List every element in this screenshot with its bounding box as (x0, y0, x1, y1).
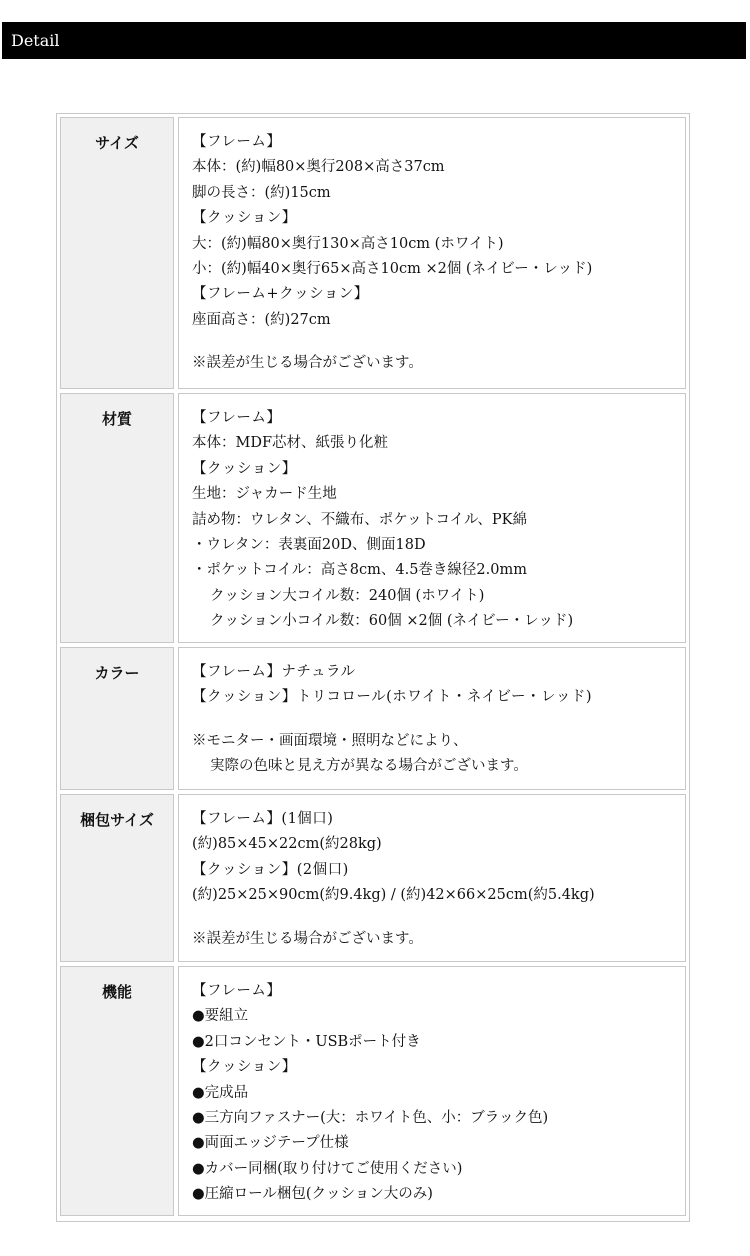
spec-label-color: カラー (60, 647, 174, 790)
spec-content-package-size (178, 794, 686, 962)
spec-line: ●三方向ファスナー(大：ホワイト色、小：ブラック色) (192, 1109, 549, 1126)
spec-line: クッション大コイル数：240個 (ホワイト) (210, 587, 485, 604)
spec-line: 【フレーム】 (192, 410, 282, 426)
spec-line: 座面高さ：(約)27cm (192, 311, 331, 328)
spec-content-features (178, 966, 686, 1216)
spec-line: ●両面エッジテープ仕様 (192, 1135, 349, 1152)
spec-line: 実際の色味と見え方が異なる場合がございます。 (210, 758, 528, 775)
spec-line: ・ポケットコイル：高さ8cm、4.5巻き線径2.0mm (192, 562, 527, 579)
spec-line-spacer (192, 909, 595, 927)
spec-label-features: 機能 (60, 966, 174, 1216)
spec-line: 脚の長さ：(約)15cm (192, 184, 331, 201)
spec-line-spacer (192, 333, 592, 351)
spec-line: ●要組立 (192, 1008, 249, 1025)
spec-line-spacer (192, 711, 592, 729)
spec-line: 大：(約)幅80×奥行130×高さ10cm (ホワイト) (192, 235, 504, 252)
spec-row-material (60, 393, 686, 643)
spec-line: ●完成品 (192, 1084, 249, 1101)
detail-header-title: Detail (11, 31, 60, 50)
spec-line: ・ウレタン：表裏面20D、側面18D (192, 536, 426, 553)
spec-label-size: サイズ (60, 117, 174, 389)
spec-content-color (178, 647, 686, 790)
spec-line: 【フレーム】(1個口) (192, 811, 334, 827)
spec-label-material: 材質 (60, 393, 174, 643)
spec-row-size (60, 117, 686, 389)
spec-line: (約)25×25×90cm(約9.4kg) / (約)42×66×25cm(約5.4kg) (192, 887, 595, 904)
spec-line: ●圧縮ロール梱包(クッション大のみ) (192, 1186, 433, 1203)
spec-row-color (60, 647, 686, 790)
spec-line: 【フレーム】ナチュラル (192, 664, 356, 680)
spec-line: 生地：ジャカード生地 (192, 486, 337, 503)
spec-line: ※誤差が生じる場合がございます。 (192, 355, 423, 372)
spec-line: 【クッション】 (192, 1059, 297, 1076)
spec-line: 【フレーム】 (192, 983, 282, 999)
spec-line: (約)85×45×22cm(約28kg) (192, 836, 382, 853)
spec-line: ※モニター・画面環境・照明などにより、 (192, 732, 468, 749)
spec-content-material (178, 393, 686, 643)
spec-line: 本体：MDF芯材、紙張り化粧 (192, 435, 389, 452)
spec-line: 【クッション】(2個口) (192, 861, 349, 878)
spec-line: クッション小コイル数：60個 ×2個 (ネイビー・レッド) (210, 613, 574, 630)
spec-content-size (178, 117, 686, 389)
spec-table (56, 113, 690, 1222)
spec-row-features (60, 966, 686, 1216)
spec-line: 本体：(約)幅80×奥行208×高さ37cm (192, 159, 445, 176)
spec-row-package-size (60, 794, 686, 962)
spec-line: 【クッション】トリコロール(ホワイト・ネイビー・レッド) (192, 689, 592, 706)
spec-line: ●カバー同梱(取り付けてご使用ください) (192, 1160, 463, 1177)
spec-line: 小：(約)幅40×奥行65×高さ10cm ×2個 (ネイビー・レッド) (192, 260, 593, 277)
spec-line: 【フレーム+クッション】 (192, 286, 369, 303)
spec-line: ※誤差が生じる場合がございます。 (192, 930, 423, 947)
spec-line: 【クッション】 (192, 210, 297, 227)
spec-line: 詰め物：ウレタン、不織布、ポケットコイル、PK綿 (192, 511, 527, 528)
spec-label-package-size: 梱包サイズ (60, 794, 174, 962)
spec-line: 【フレーム】 (192, 134, 282, 150)
detail-header-bar (2, 22, 746, 59)
spec-line: 【クッション】 (192, 460, 297, 477)
spec-line: ●2口コンセント・USBポート付き (192, 1033, 421, 1050)
